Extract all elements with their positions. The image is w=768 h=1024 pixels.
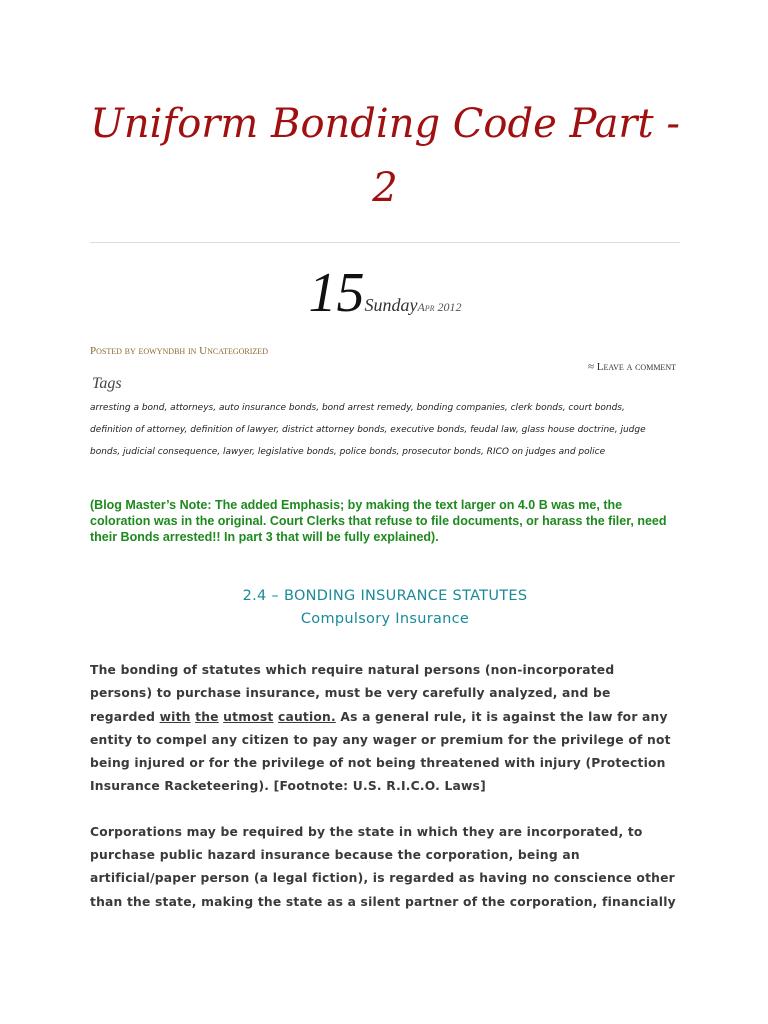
category-link[interactable]: Uncategorized — [199, 345, 268, 357]
author-link[interactable]: eowyndbh — [138, 345, 186, 357]
body-paragraph-1 — [90, 659, 680, 799]
post-meta — [90, 345, 680, 357]
date-day: 15 — [308, 262, 365, 324]
underlined-caution: caution. — [277, 709, 336, 724]
section-subheading: Compulsory Insurance — [300, 611, 470, 627]
tags-list[interactable]: arresting a bond, attorneys, auto insurance bonds, bond arrest remedy, bonding companies, clerk bonds, court bonds, definition of attorney, definition of lawyer, district attorney bonds, executive bonds, feudal law, glass house doctrine, judge bonds, judicial consequence, lawyer, legislative bonds, police bonds, prosecutor bonds, RICO on judges and police — [90, 403, 646, 457]
underlined-utmost: utmost — [223, 709, 274, 724]
date-weekday: Sunday — [364, 295, 418, 315]
post-article — [90, 0, 680, 926]
body-paragraph-2: Corporations may be required by the state in which they are incorporated, to purchase public hazard insurance because the corporation, being an artificial/paper person (a legal fiction), is regarded as having no conscience other than the state, making the state as a silent partner of the corporation, financially — [90, 824, 676, 909]
para1-text-a: The bonding of statutes which require natural persons (non-incorporated persons) to purchase insurance, must be very carefully analyzed, and be regarded — [90, 663, 615, 724]
date-month-year: Apr 2012 — [417, 300, 462, 314]
section-heading-block — [90, 585, 680, 631]
leave-comment-link[interactable]: ≈ Leave a comment — [588, 361, 676, 373]
post-date — [90, 261, 680, 324]
blog-master-note: (Blog Master’s Note: The added Emphasis; by making the text larger on 4.0 B was me, the coloration was in the original. Court Clerks that refuse to file documents, or harass the filer, need their Bonds arrested!! In part 3 that will be fully explained). — [90, 498, 667, 544]
tags-heading: Tags — [92, 375, 122, 392]
section-heading: 2.4 – BONDING INSURANCE STATUTES — [242, 588, 528, 604]
in-label: in — [187, 345, 197, 357]
para1-text-b: As a general rule, it is against the law for any entity to compel any citizen to pay any wager or premium for the privilege of not being injured or for the privilege of not being threatened with injury (Protection Insurance Racketeering). [Footnote: U.S. R.I.C.O. Laws] — [90, 709, 671, 794]
underlined-with: with — [159, 709, 191, 724]
title-divider — [90, 242, 680, 243]
post-title[interactable]: Uniform Bonding Code Part - 2 — [90, 101, 680, 211]
underlined-the: the — [195, 709, 219, 724]
posted-by-label: Posted by — [90, 345, 136, 357]
